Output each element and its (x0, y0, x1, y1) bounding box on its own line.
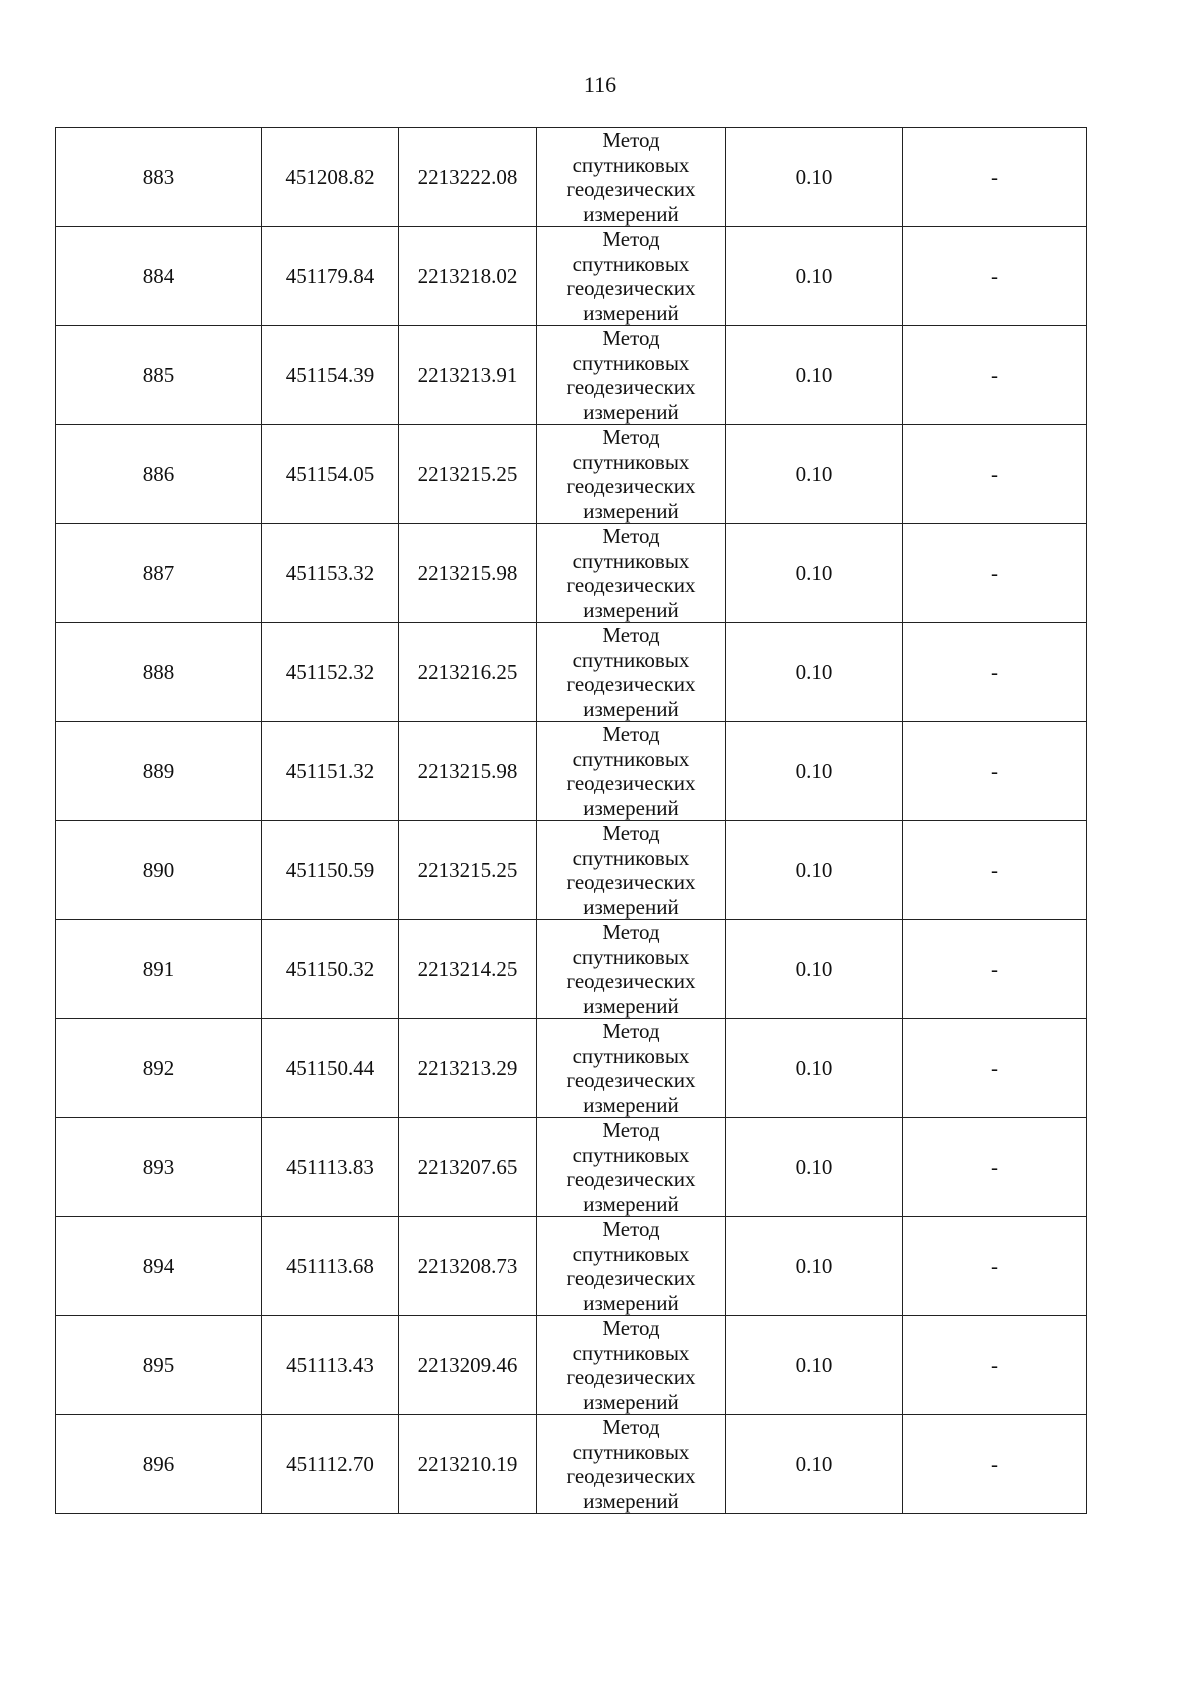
method-cell (537, 1217, 726, 1316)
method-cell (537, 524, 726, 623)
x-coordinate-cell: 451151.32 (262, 722, 399, 821)
method-text: Метод спутниковых геодезических измерений (566, 128, 696, 226)
y-coordinate-cell: 2213213.29 (399, 1019, 537, 1118)
table-row (56, 227, 1087, 326)
accuracy-cell: 0.10 (726, 227, 903, 326)
x-coordinate-cell: 451113.83 (262, 1118, 399, 1217)
method-text: Метод спутниковых геодезических измерений (566, 920, 696, 1018)
note-cell: - (903, 524, 1087, 623)
note-cell: - (903, 920, 1087, 1019)
method-text: Метод спутниковых геодезических измерений (566, 524, 696, 622)
accuracy-cell: 0.10 (726, 623, 903, 722)
accuracy-cell: 0.10 (726, 1415, 903, 1514)
method-text: Метод спутниковых геодезических измерений (566, 722, 696, 820)
y-coordinate-cell: 2213215.98 (399, 524, 537, 623)
note-cell: - (903, 1415, 1087, 1514)
note-cell: - (903, 1019, 1087, 1118)
point-number-cell: 890 (56, 821, 262, 920)
accuracy-cell: 0.10 (726, 1118, 903, 1217)
y-coordinate-cell: 2213222.08 (399, 128, 537, 227)
accuracy-cell: 0.10 (726, 920, 903, 1019)
table-row (56, 326, 1087, 425)
y-coordinate-cell: 2213208.73 (399, 1217, 537, 1316)
note-cell: - (903, 1217, 1087, 1316)
table-row (56, 1217, 1087, 1316)
method-text: Метод спутниковых геодезических измерений (566, 1217, 696, 1315)
point-number-cell: 893 (56, 1118, 262, 1217)
method-cell (537, 128, 726, 227)
method-cell (537, 227, 726, 326)
y-coordinate-cell: 2213215.25 (399, 821, 537, 920)
table-row (56, 1019, 1087, 1118)
accuracy-cell: 0.10 (726, 1316, 903, 1415)
y-coordinate-cell: 2213213.91 (399, 326, 537, 425)
point-number-cell: 887 (56, 524, 262, 623)
x-coordinate-cell: 451113.68 (262, 1217, 399, 1316)
note-cell: - (903, 326, 1087, 425)
method-cell (537, 821, 726, 920)
table-row (56, 623, 1087, 722)
method-cell (537, 326, 726, 425)
x-coordinate-cell: 451113.43 (262, 1316, 399, 1415)
point-number-cell: 885 (56, 326, 262, 425)
x-coordinate-cell: 451150.32 (262, 920, 399, 1019)
point-number-cell: 889 (56, 722, 262, 821)
x-coordinate-cell: 451154.39 (262, 326, 399, 425)
point-number-cell: 894 (56, 1217, 262, 1316)
table-row (56, 920, 1087, 1019)
accuracy-cell: 0.10 (726, 128, 903, 227)
accuracy-cell: 0.10 (726, 524, 903, 623)
accuracy-cell: 0.10 (726, 1217, 903, 1316)
table-row (56, 128, 1087, 227)
method-cell (537, 920, 726, 1019)
method-text: Метод спутниковых геодезических измерений (566, 326, 696, 424)
x-coordinate-cell: 451152.32 (262, 623, 399, 722)
y-coordinate-cell: 2213209.46 (399, 1316, 537, 1415)
method-cell (537, 1019, 726, 1118)
table-row (56, 524, 1087, 623)
coordinates-table (55, 127, 1087, 1514)
y-coordinate-cell: 2213214.25 (399, 920, 537, 1019)
x-coordinate-cell: 451150.44 (262, 1019, 399, 1118)
note-cell: - (903, 722, 1087, 821)
y-coordinate-cell: 2213218.02 (399, 227, 537, 326)
note-cell: - (903, 425, 1087, 524)
point-number-cell: 892 (56, 1019, 262, 1118)
point-number-cell: 891 (56, 920, 262, 1019)
x-coordinate-cell: 451150.59 (262, 821, 399, 920)
point-number-cell: 895 (56, 1316, 262, 1415)
point-number-cell: 883 (56, 128, 262, 227)
table-row (56, 1316, 1087, 1415)
method-cell (537, 623, 726, 722)
table-row (56, 722, 1087, 821)
y-coordinate-cell: 2213210.19 (399, 1415, 537, 1514)
note-cell: - (903, 623, 1087, 722)
table-row (56, 425, 1087, 524)
x-coordinate-cell: 451154.05 (262, 425, 399, 524)
method-cell (537, 1415, 726, 1514)
method-cell (537, 1316, 726, 1415)
method-text: Метод спутниковых геодезических измерений (566, 425, 696, 523)
accuracy-cell: 0.10 (726, 326, 903, 425)
note-cell: - (903, 128, 1087, 227)
note-cell: - (903, 227, 1087, 326)
method-cell (537, 1118, 726, 1217)
method-text: Метод спутниковых геодезических измерений (566, 227, 696, 325)
x-coordinate-cell: 451153.32 (262, 524, 399, 623)
accuracy-cell: 0.10 (726, 821, 903, 920)
method-text: Метод спутниковых геодезических измерений (566, 1118, 696, 1216)
y-coordinate-cell: 2213207.65 (399, 1118, 537, 1217)
table-body (56, 128, 1087, 1514)
point-number-cell: 888 (56, 623, 262, 722)
table-row (56, 1415, 1087, 1514)
method-text: Метод спутниковых геодезических измерений (566, 1415, 696, 1513)
accuracy-cell: 0.10 (726, 1019, 903, 1118)
y-coordinate-cell: 2213216.25 (399, 623, 537, 722)
x-coordinate-cell: 451112.70 (262, 1415, 399, 1514)
x-coordinate-cell: 451179.84 (262, 227, 399, 326)
method-cell (537, 425, 726, 524)
note-cell: - (903, 1316, 1087, 1415)
method-text: Метод спутниковых геодезических измерений (566, 1316, 696, 1414)
y-coordinate-cell: 2213215.25 (399, 425, 537, 524)
note-cell: - (903, 821, 1087, 920)
table-row (56, 821, 1087, 920)
point-number-cell: 896 (56, 1415, 262, 1514)
method-text: Метод спутниковых геодезических измерений (566, 623, 696, 721)
point-number-cell: 884 (56, 227, 262, 326)
accuracy-cell: 0.10 (726, 425, 903, 524)
method-text: Метод спутниковых геодезических измерений (566, 1019, 696, 1117)
table-row (56, 1118, 1087, 1217)
page-number: 116 (583, 72, 617, 97)
y-coordinate-cell: 2213215.98 (399, 722, 537, 821)
accuracy-cell: 0.10 (726, 722, 903, 821)
point-number-cell: 886 (56, 425, 262, 524)
x-coordinate-cell: 451208.82 (262, 128, 399, 227)
method-cell (537, 722, 726, 821)
note-cell: - (903, 1118, 1087, 1217)
method-text: Метод спутниковых геодезических измерений (566, 821, 696, 919)
